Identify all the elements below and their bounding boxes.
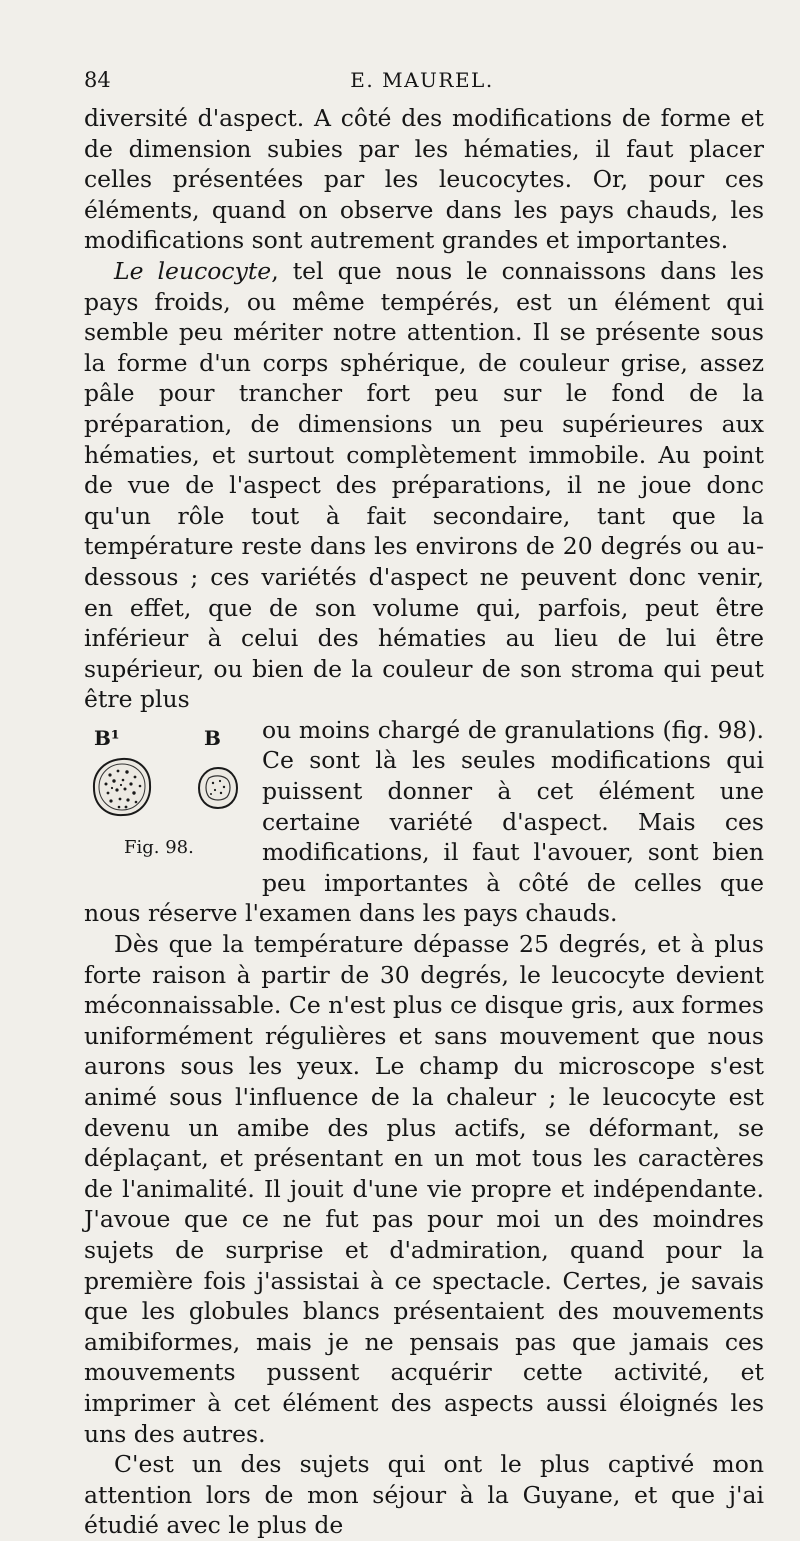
figure-caption: Fig. 98. [124,836,194,858]
running-head: E. MAUREL. [350,68,494,92]
paragraph-2-before-figure: , tel que nous le connaissons dans les pays froids, ou même tempérés, est un élément qui semble peu mériter notre attention. Il se présente sous la forme d'un corps sphérique, de couleur grise, assez pâle pour trancher fort peu sur le fond de la préparation, de dimensions un peu supérieures aux hématies, et surtout complètement immobile. Au point de vue de l'aspect des préparations, il ne joue donc qu'un rôle tout à fait secondaire, tant que la température reste dans les environs de 20 degrés ou au-dessous ; ces variétés d'aspect ne peuvent donc venir, en effet, que de son volume qui, parfois, peut être inférieur à celui des hématies au lieu de lui être supérieur, ou bien de la couleur de son stroma qui peut être plus [84,256,764,714]
paragraph-2-continued: ou moins chargé de granulations (fig. 98). Ce sont là les seules modifications qui puissent donner à cet élément une certaine variété d'aspect. Mais ces modifications, il faut l'avouer, sont bien peu importantes à côté de celles que nous réserve l'examen dans les pays chauds. [84,715,764,928]
paragraph-2-lead: Le leucocyte [114,256,272,285]
paragraph-2 [84,256,764,715]
granular-leucocyte-icon [90,755,154,819]
figure-98 [84,723,254,887]
figure-label-b1: B¹ [94,725,120,750]
page-header [84,64,760,96]
page-number: 84 [84,68,111,92]
body-text [84,103,764,1541]
small-leucocyte-icon [196,765,240,811]
paragraph-4: C'est un des sujets qui ont le plus captivé mon attention lors de mon séjour à la Guyane, et que j'ai étudié avec le plus de [84,1450,764,1540]
paragraph-3: Dès que la température dépasse 25 degrés, et à plus forte raison à partir de 30 degrés, le leucocyte devient méconnaissable. Ce n'est plus ce disque gris, aux formes uniformément régulières et sans mouvement que nous aurons sous les yeux. Le champ du microscope s'est animé sous l'influence de la chaleur ; le leucocyte est devenu un amibe des plus actifs, se déformant, se déplaçant, et présentant en un mot tous les caractères de l'animalité. Il jouit d'une vie propre et indépendante. J'avoue que ce ne fut pas pour moi un des moindres sujets de surprise et d'admiration, quand pour la première fois j'assistai à ce spectacle. Certes, je savais que les globules blancs présentaient des mouvements amibiformes, mais je ne pensais pas que jamais ces mouvements pussent acquérir cette activité, et imprimer à cet élément des aspects aussi éloignés les uns des autres. [84,930,764,1448]
paragraph-1: diversité d'aspect. A côté des modifications de forme et de dimension subies par les hématies, il faut placer celles présentées par les leucocytes. Or, pour ces éléments, quand on observe dans les pays chauds, les modifications sont autrement grandes et importantes. [84,104,764,255]
figure-label-b: B [204,725,221,750]
